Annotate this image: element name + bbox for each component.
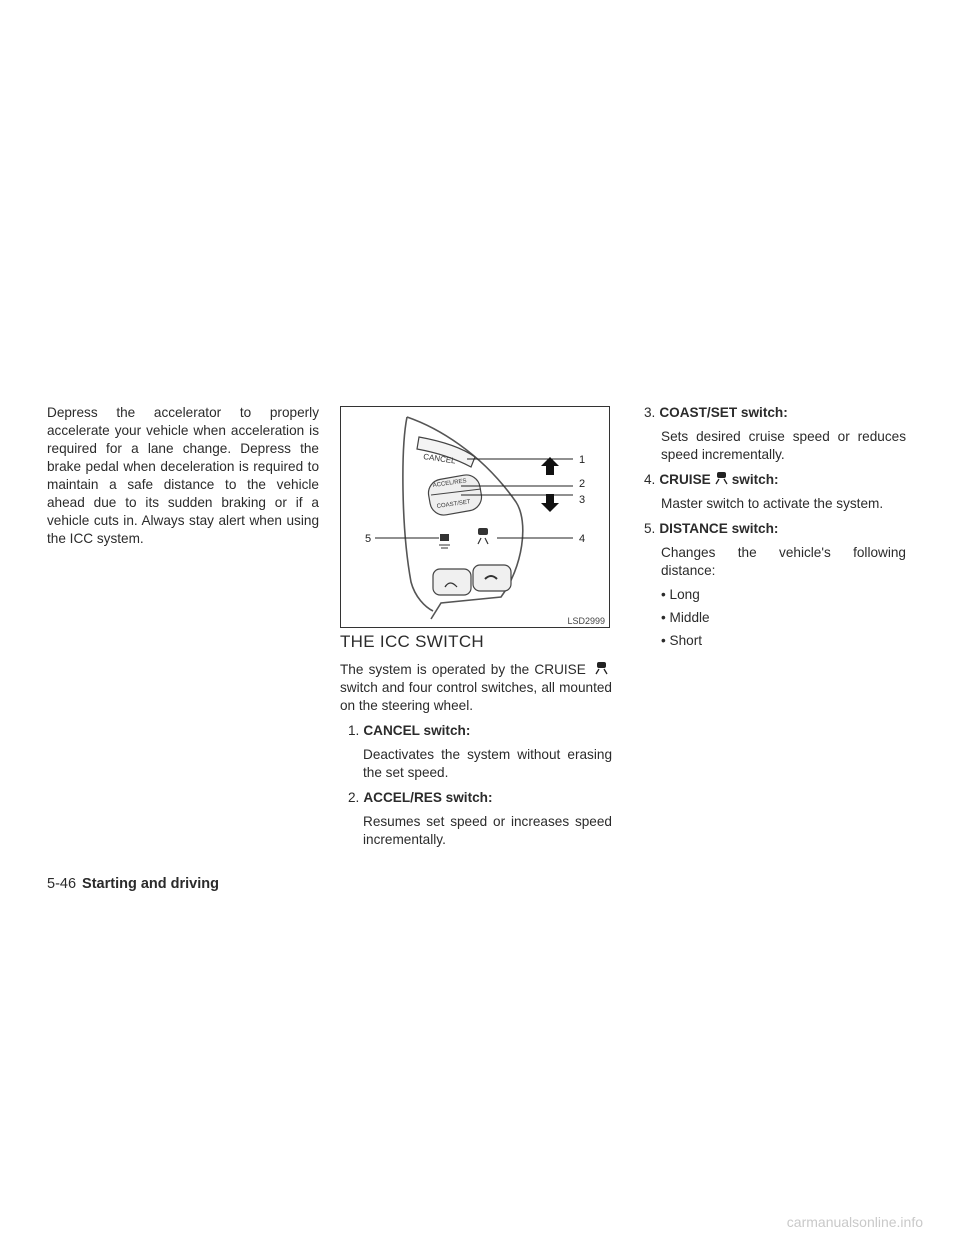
page-footer [47, 876, 219, 892]
callout-number-2: 2 [579, 478, 586, 490]
right-column [644, 404, 906, 655]
item-title-before: CRUISE [659, 472, 711, 487]
item-title: CANCEL switch: [363, 723, 471, 738]
item-number: 1. [348, 723, 360, 738]
item-description: Master switch to activate the system. [661, 496, 884, 511]
distance-option: • Short [661, 633, 703, 648]
cruise-car-icon [478, 528, 488, 544]
item-title-row [348, 789, 612, 807]
section-intro-after: switch and four control switches, all mounted on the steering wheel. [340, 680, 612, 713]
item-description: Resumes set speed or increases speed incrementally. [363, 814, 612, 847]
item-description: Changes the vehicle's following distance: [661, 545, 906, 578]
item-description: Deactivates the system without erasing the set speed. [363, 747, 612, 780]
section-heading: THE ICC SWITCH [340, 632, 484, 651]
figure-code: LSD2999 [567, 616, 605, 626]
item-description: Sets desired cruise speed or reduces speed incrementally. [661, 429, 906, 462]
callout-number-1: 1 [579, 454, 586, 466]
item-title-row [348, 722, 612, 740]
callout-number-4: 4 [579, 533, 586, 545]
item-number: 3. [644, 405, 656, 420]
distance-option: • Long [661, 587, 700, 602]
arrow-down-icon [541, 494, 559, 512]
coast-set-label: COAST/SET [436, 499, 471, 510]
page-number: 5-46 [47, 876, 77, 892]
steering-switch-illustration [341, 407, 611, 629]
middle-column [340, 633, 612, 849]
cancel-label: CANCEL [422, 452, 457, 466]
watermark: carmanualsonline.info [786, 1214, 923, 1230]
list-item [644, 520, 906, 650]
item-number: 5. [644, 521, 656, 536]
intro-paragraph: Depress the accelerator to properly accelerate your vehicle when acceleration is required for a lane change. Depress the brake pedal when deceleration is required to maintain a safe distance to the vehicle ahead due to its sudden braking or if a vehicle cuts in. Always stay alert when using the ICC system. [47, 405, 319, 546]
callout-number-3: 3 [579, 494, 586, 506]
item-number: 4. [644, 472, 656, 487]
item-title: COAST/SET switch: [659, 405, 788, 420]
arrow-up-icon [541, 457, 559, 475]
phone-button-left [433, 569, 471, 595]
item-number: 2. [348, 790, 360, 805]
list-item [644, 404, 906, 464]
item-title-after: switch: [731, 472, 779, 487]
section-name: Starting and driving [82, 876, 219, 892]
cruise-car-icon [713, 471, 730, 485]
item-title-row [644, 471, 906, 489]
distance-option: • Middle [661, 610, 710, 625]
item-title-row [644, 520, 906, 538]
icc-switch-figure [340, 406, 610, 628]
list-item [340, 789, 612, 849]
item-title: DISTANCE switch: [659, 521, 779, 536]
phone-button-right [473, 565, 511, 591]
cruise-car-icon [593, 661, 610, 675]
distance-icon [439, 534, 450, 548]
item-title-row [644, 404, 906, 422]
item-title: ACCEL/RES switch: [363, 790, 493, 805]
callout-number-5: 5 [365, 533, 372, 545]
left-column [47, 404, 319, 548]
section-intro-before: The system is operated by the CRUISE [340, 662, 586, 677]
section-intro [340, 661, 612, 715]
list-item [340, 722, 612, 782]
accel-res-label: ACCEL/RES [432, 478, 467, 489]
distance-options-list [661, 586, 906, 650]
list-item [644, 471, 906, 513]
